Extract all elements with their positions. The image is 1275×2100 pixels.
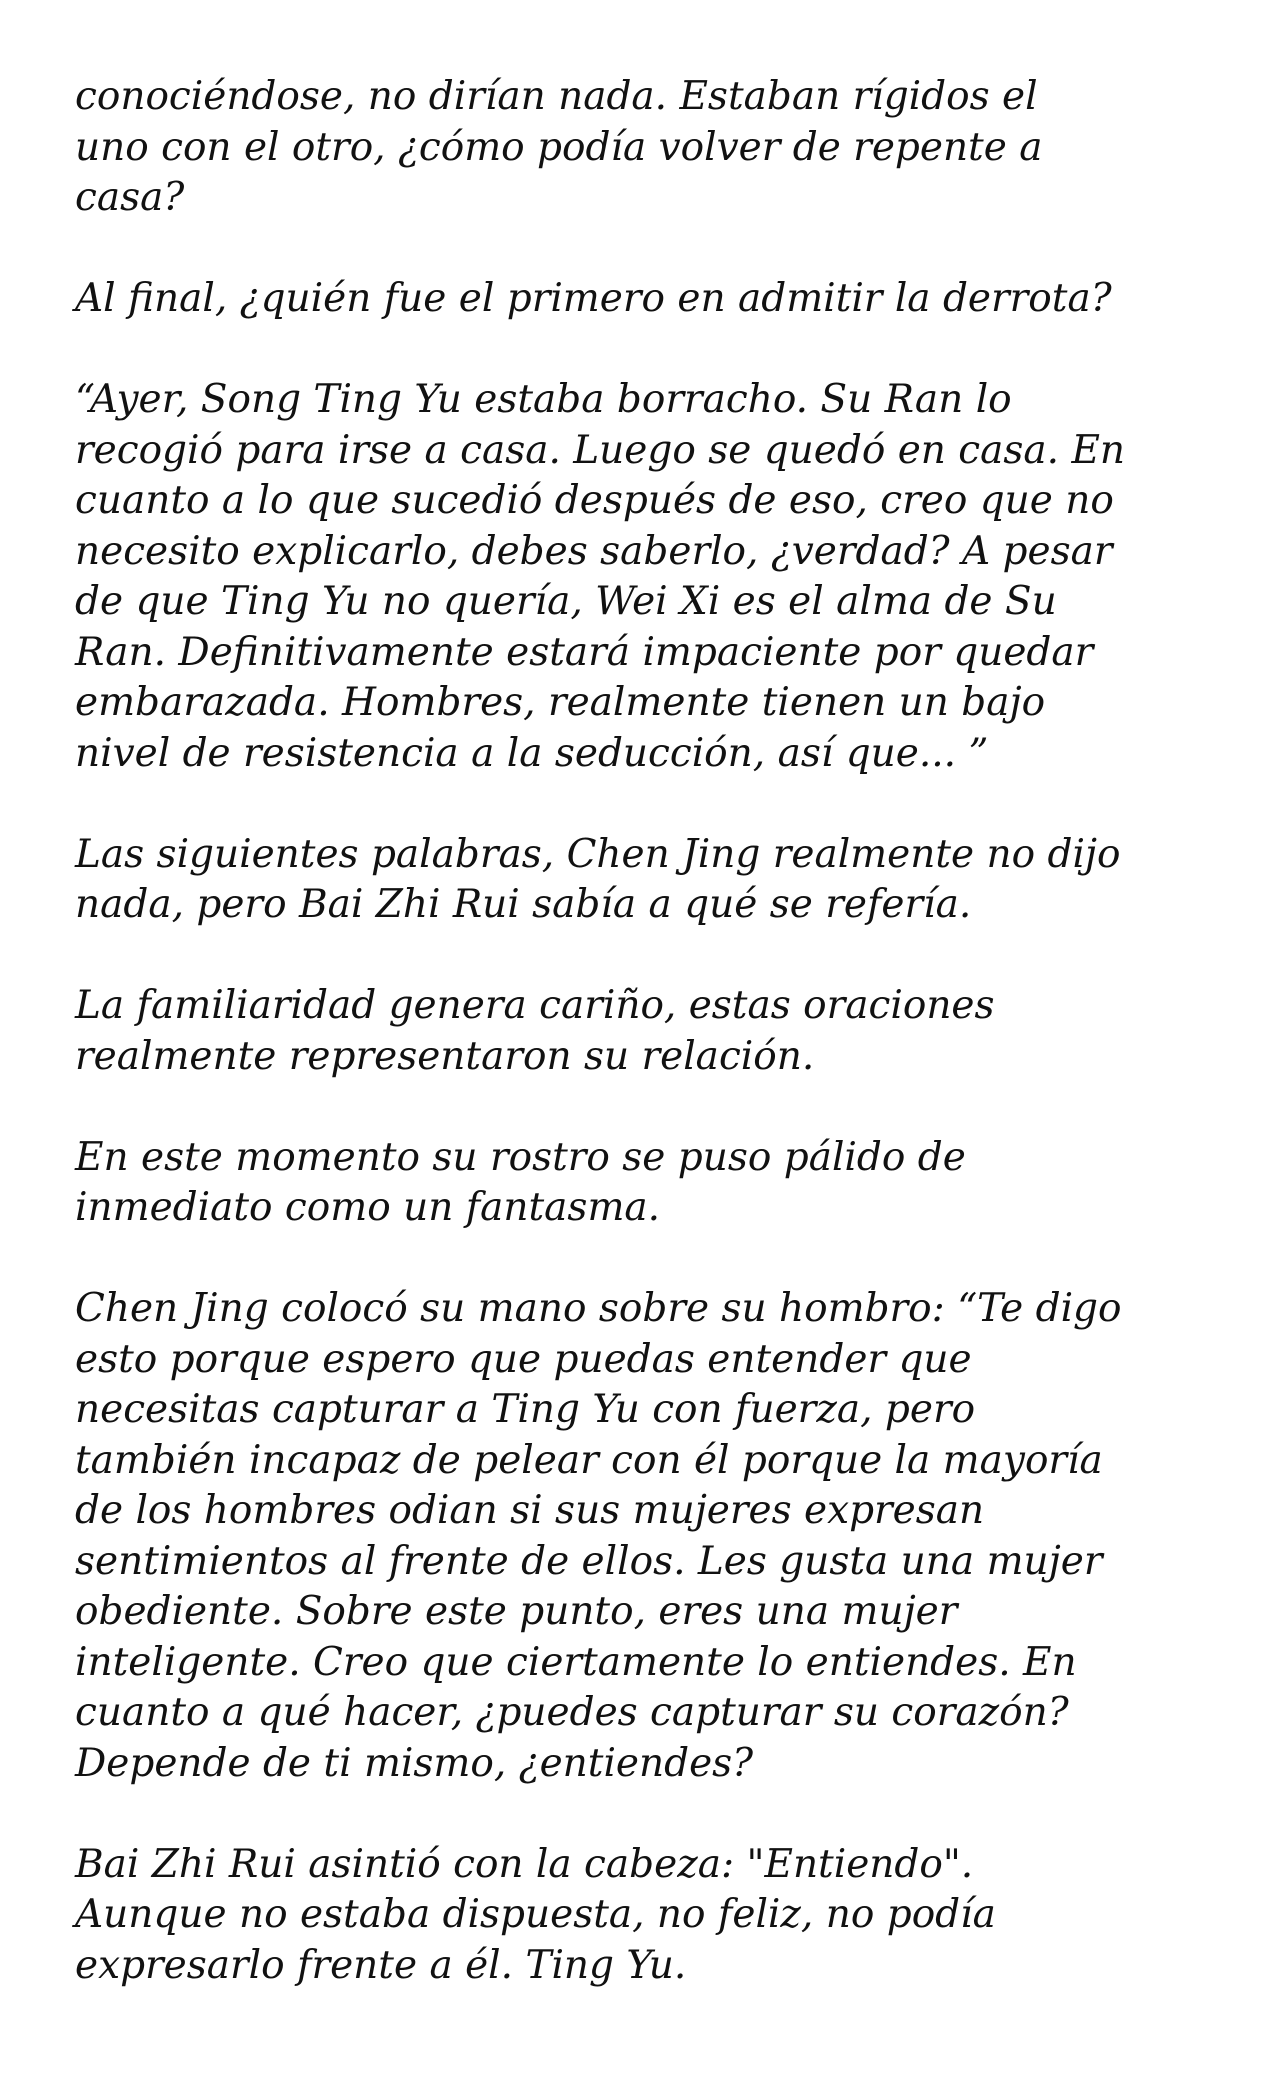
text-line: Al final, ¿quién fue el primero en admitir la derrota? [75, 276, 1112, 321]
text-line: Aunque no estaba dispuesta, no feliz, no podía [75, 1892, 996, 1937]
text-line: expresarlo frente a él. Ting Yu. [75, 1942, 687, 1988]
text-line: uno con el otro, ¿cómo podía volver de repente a [75, 124, 1043, 170]
text-line: Bai Zhi Rui asintió con la cabeza: "Entiendo". [75, 1841, 974, 1887]
text-line: Chen Jing colocó su mano sobre su hombro: “Te digo [75, 1286, 1122, 1331]
text-line: embarazada. Hombres, realmente tienen un bajo [75, 680, 1046, 725]
text-line: realmente representaron su relación. [75, 1033, 815, 1079]
paragraph-7 [75, 1284, 1225, 1789]
text-line: casa? [75, 175, 185, 220]
text-line: inteligente. Creo que ciertamente lo entiendes. En [75, 1639, 1077, 1685]
text-line: “Ayer, Song Ting Yu estaba borracho. Su Ran lo [75, 377, 1012, 422]
text-line: nada, pero Bai Zhi Rui sabía a qué se refería. [75, 882, 972, 927]
paragraph-1 [75, 72, 1225, 224]
paragraph-3 [75, 375, 1225, 779]
paragraph-2 [75, 274, 1225, 325]
text-line: de que Ting Yu no quería, Wei Xi es el alma de Su [75, 579, 1057, 624]
text-line: obediente. Sobre este punto, eres una mujer [75, 1589, 958, 1634]
text-line: cuanto a qué hacer, ¿puedes capturar su corazón? [75, 1690, 1069, 1735]
text-line: Ran. Definitivamente estará impaciente por quedar [75, 629, 1094, 675]
paragraph-6 [75, 1133, 1225, 1234]
text-line: necesito explicarlo, debes saberlo, ¿verdad? A pesar [75, 528, 1113, 574]
text-line: de los hombres odian si sus mujeres expresan [75, 1488, 985, 1533]
paragraph-4 [75, 830, 1225, 931]
text-line: nivel de resistencia a la seducción, así que... ” [75, 730, 989, 776]
text-line: recogió para irse a casa. Luego se quedó en casa. En [75, 427, 1126, 473]
text-line: conociéndose, no dirían nada. Estaban rígidos el [75, 74, 1038, 119]
text-line: inmediato como un fantasma. [75, 1185, 661, 1230]
paragraph-5 [75, 981, 1225, 1082]
text-line: Depende de ti mismo, ¿entiendes? [75, 1740, 754, 1786]
text-line: Las siguientes palabras, Chen Jing realmente no dijo [75, 831, 1121, 877]
text-line: sentimientos al frente de ellos. Les gusta una mujer [75, 1538, 1103, 1584]
text-line: En este momento su rostro se puso pálido de [75, 1134, 966, 1180]
text-line: cuanto a lo que sucedió después de eso, creo que no [75, 478, 1114, 523]
paragraph-8 [75, 1840, 1225, 1992]
text-line: también incapaz de pelear con él porque la mayoría [75, 1437, 1103, 1483]
document-page [75, 72, 1225, 2042]
text-line: esto porque espero que puedas entender que [75, 1336, 972, 1382]
text-line: necesitas capturar a Ting Yu con fuerza, pero [75, 1387, 976, 1432]
text-line: La familiaridad genera cariño, estas oraciones [75, 983, 995, 1028]
